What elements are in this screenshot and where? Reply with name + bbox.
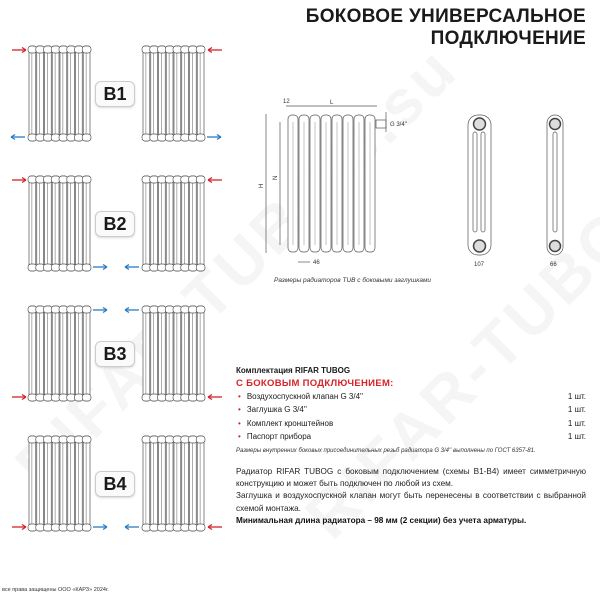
technical-drawing	[250, 90, 590, 275]
kit-note: Размеры внутренних боковых присоединительных резьб радиатора G 3/4'' выполнены по ГОСТ 6357-81.	[236, 448, 536, 454]
dimension-label: H	[259, 183, 265, 188]
supply-arrow-icon	[208, 48, 222, 53]
radiator-right	[142, 306, 205, 401]
side-view-3-column	[468, 115, 491, 255]
scheme-label: B1	[95, 81, 135, 107]
kit-item-qty: 1 шт.	[567, 405, 586, 415]
radiator-left	[28, 436, 91, 531]
description-min-length: Минимальная длина радиатора – 98 мм (2 секции) без учета арматуры.	[236, 515, 527, 525]
bullet-icon: •	[238, 418, 241, 428]
dimension-label: N	[273, 175, 279, 180]
kit-item-qty: 1 шт.	[567, 391, 586, 401]
return-arrow-icon	[125, 265, 139, 270]
kit-item	[236, 390, 586, 403]
title-line-2: ПОДКЛЮЧЕНИЕ	[430, 28, 586, 49]
supply-arrow-icon	[208, 525, 222, 530]
kit-item-name: Паспорт прибора	[246, 432, 312, 442]
radiator-left	[28, 46, 91, 141]
kit-item	[236, 417, 586, 430]
supply-arrow-icon	[12, 48, 26, 53]
drawing-caption: Размеры радиаторов TUB с боковыми заглушками	[274, 277, 432, 284]
dimension-label: 46	[313, 260, 320, 266]
kit-item	[236, 431, 586, 444]
return-arrow-icon	[207, 135, 221, 140]
radiator-right	[142, 436, 205, 531]
supply-arrow-icon	[208, 395, 222, 400]
dimension-label: 66	[550, 262, 557, 268]
return-arrow-icon	[125, 308, 139, 313]
radiator-right	[142, 46, 205, 141]
description-p2: Заглушка и воздухоспускной клапан могут быть перенесены в соответствии с выбранной схемой монтажа.	[236, 491, 586, 513]
dimension-label: 107	[474, 262, 485, 268]
scheme-label: B4	[95, 471, 135, 497]
radiator-left	[28, 306, 91, 401]
return-arrow-icon	[93, 525, 107, 530]
description	[236, 466, 586, 527]
description-p1: Радиатор RIFAR TUBOG с боковым подключением (схемы В1-В4) имеет симметричную конструкцию и может быть подключен по любой из схем.	[236, 467, 586, 489]
dimension-label: L	[330, 100, 334, 106]
kit-item-name: Заглушка G 3/4''	[246, 405, 307, 415]
kit-item-name: Комплект кронштейнов	[246, 418, 334, 428]
kit-heading: Комплектация RIFAR TUBOG	[236, 366, 351, 375]
bullet-icon: •	[238, 391, 241, 401]
scheme-label: B2	[95, 211, 135, 237]
supply-arrow-icon	[12, 525, 26, 530]
radiator-left	[28, 176, 91, 271]
kit-item-qty: 1 шт.	[567, 432, 586, 442]
supply-arrow-icon	[208, 178, 222, 183]
page-title	[306, 6, 586, 50]
kit-item-qty: 1 шт.	[567, 418, 586, 428]
side-view-2-column	[547, 115, 563, 255]
return-arrow-icon	[125, 525, 139, 530]
title-line-1: БОКОВОЕ УНИВЕРСАЛЬНОЕ	[305, 6, 586, 27]
return-arrow-icon	[93, 265, 107, 270]
bullet-icon: •	[238, 432, 241, 442]
radiator-right	[142, 176, 205, 271]
dimension-label: G 3/4''	[390, 122, 407, 128]
front-view	[288, 112, 386, 252]
kit-subheading: С БОКОВЫМ ПОДКЛЮЧЕНИЕМ:	[236, 378, 394, 389]
return-arrow-icon	[93, 308, 107, 313]
scheme-label: B3	[95, 341, 135, 367]
kit-section	[236, 366, 586, 454]
footer-copyright: все права защищены ООО «КАРЗ» 2024г.	[2, 587, 109, 593]
kit-item-name: Воздухоспускной клапан G 3/4''	[246, 391, 364, 401]
supply-arrow-icon	[12, 395, 26, 400]
kit-item	[236, 404, 586, 417]
return-arrow-icon	[11, 135, 25, 140]
bullet-icon: •	[238, 405, 241, 415]
dimension-label: 12	[283, 99, 290, 105]
supply-arrow-icon	[12, 178, 26, 183]
